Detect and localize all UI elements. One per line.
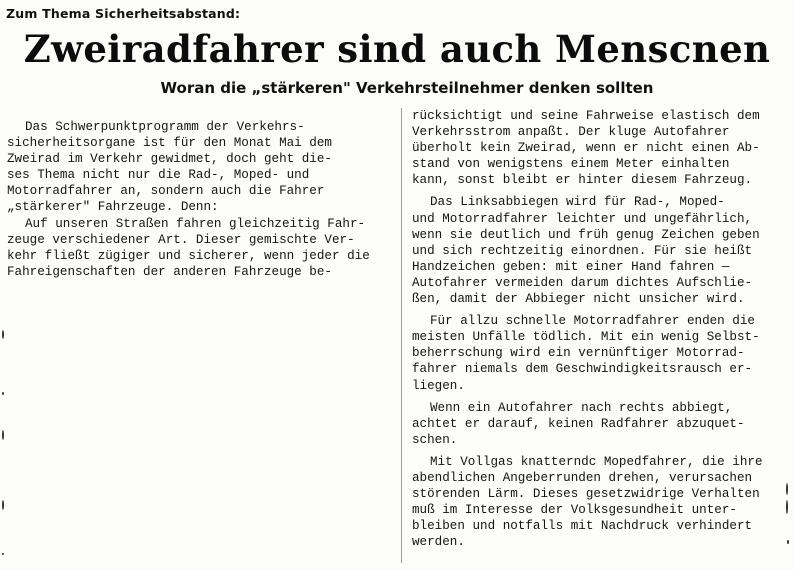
text-line: kann, sonst bleibt er hinter diesem Fahrzeug. [412,173,753,188]
text-line: Mit Vollgas knatterndc Mopedfahrer, die ihre [430,454,763,469]
right-paragraph-3 [412,313,788,393]
right-paragraph-5 [412,454,788,551]
print-speck [2,553,4,555]
text-line: Für allzu schnelle Motorradfahrer enden die [430,314,755,329]
left-paragraph-2 [7,216,393,280]
text-line: „stärkerer" Fahrzeuge. Denn: [7,200,219,215]
right-paragraph-1 [412,108,788,188]
text-line: störenden Lärm. Dieses gesetzwidrige Verhalten [412,487,760,502]
text-line: stand von wenigstens einem Meter einhalten [412,157,730,172]
text-line: beherrschung wird ein vernünftiger Motorrad- [412,346,745,361]
text-line: sicherheitsorgane ist für den Monat Mai dem [7,136,332,151]
text-line: zeuge verschiedener Art. Dieser gemischte Ver- [7,232,355,247]
text-line: Auf unseren Straßen fahren gleichzeitig Fahr- [25,216,366,231]
article-subheadline: Woran die „stärkeren" Verkehrsteilnehmer denken sollten [160,79,654,97]
text-line: meisten Unfälle tödlich. Mit ein wenig Selbst- [412,330,760,345]
left-paragraph-1 [7,119,393,216]
text-line: Das Schwerpunktprogramm der Verkehrs- [25,120,305,134]
text-line: überholt kein Zweirad, wenn er nicht einen Ab- [412,141,760,156]
print-speck [2,330,4,339]
text-line: rücksichtigt und seine Fahrweise elastisch dem [412,109,760,123]
text-line: schen. [412,432,458,447]
article-kicker: Zum Thema Sicherheitsabstand: [6,6,241,21]
text-line: Das Linksabbiegen wird für Rad-, Moped- [430,195,725,210]
text-line: Verkehrsstrom anpaßt. Der kluge Autofahrer [412,125,730,140]
text-line: ßen, damit der Abbieger nicht unsicher wird. [412,292,745,307]
text-line: ses Thema nicht nur die Rad-, Moped- und [7,168,310,183]
print-speck [2,500,4,510]
right-paragraph-2 [412,194,788,307]
print-speck [2,392,4,395]
right-paragraph-4 [412,400,788,448]
text-line: und sich rechtzeitig einordnen. Für sie heißt [412,243,753,258]
column-divider [401,108,402,563]
text-line: und Motorradfahrer leichter und ungefährlich, [412,211,753,226]
text-line: fahrer niemals dem Geschwindigkeitsrausch er- [412,362,753,377]
print-speck [2,430,4,440]
text-line: Fahreigenschaften der anderen Fahrzeuge be- [7,264,332,279]
text-line: Zweirad im Verkehr gewidmet, doch geht die- [7,152,332,167]
text-line: Handzeichen geben: mit einer Hand fahren — [412,259,730,274]
text-line: werden. [412,535,465,550]
text-line: Autofahrer vermeiden darum dichtes Aufschlie- [412,275,753,290]
text-line: bleiben und notfalls mit Nachdruck verhindert [412,519,753,534]
text-line: muß im Interesse der Volksgesundheit unter- [412,503,737,518]
text-line: wenn sie deutlich und früh genug Zeichen geben [412,227,760,242]
print-speck [786,500,788,514]
right-column [412,108,788,550]
text-line: kehr fließt zügiger und sicherer, wenn jeder die [7,248,370,263]
print-speck [786,483,788,495]
article-headline: Zweiradfahrer sind auch Menscnen [23,27,771,71]
text-line: abendlichen Angeberrunden drehen, verursachen [412,470,753,485]
print-speck [787,540,789,544]
text-line: liegen. [412,378,465,393]
text-line: achtet er darauf, keinen Radfahrer abzuquet- [412,416,745,431]
text-line: Wenn ein Autofahrer nach rechts abbiegt, [430,400,733,415]
text-line: Motorradfahrer an, sondern auch die Fahrer [7,184,325,199]
left-column [7,119,393,280]
